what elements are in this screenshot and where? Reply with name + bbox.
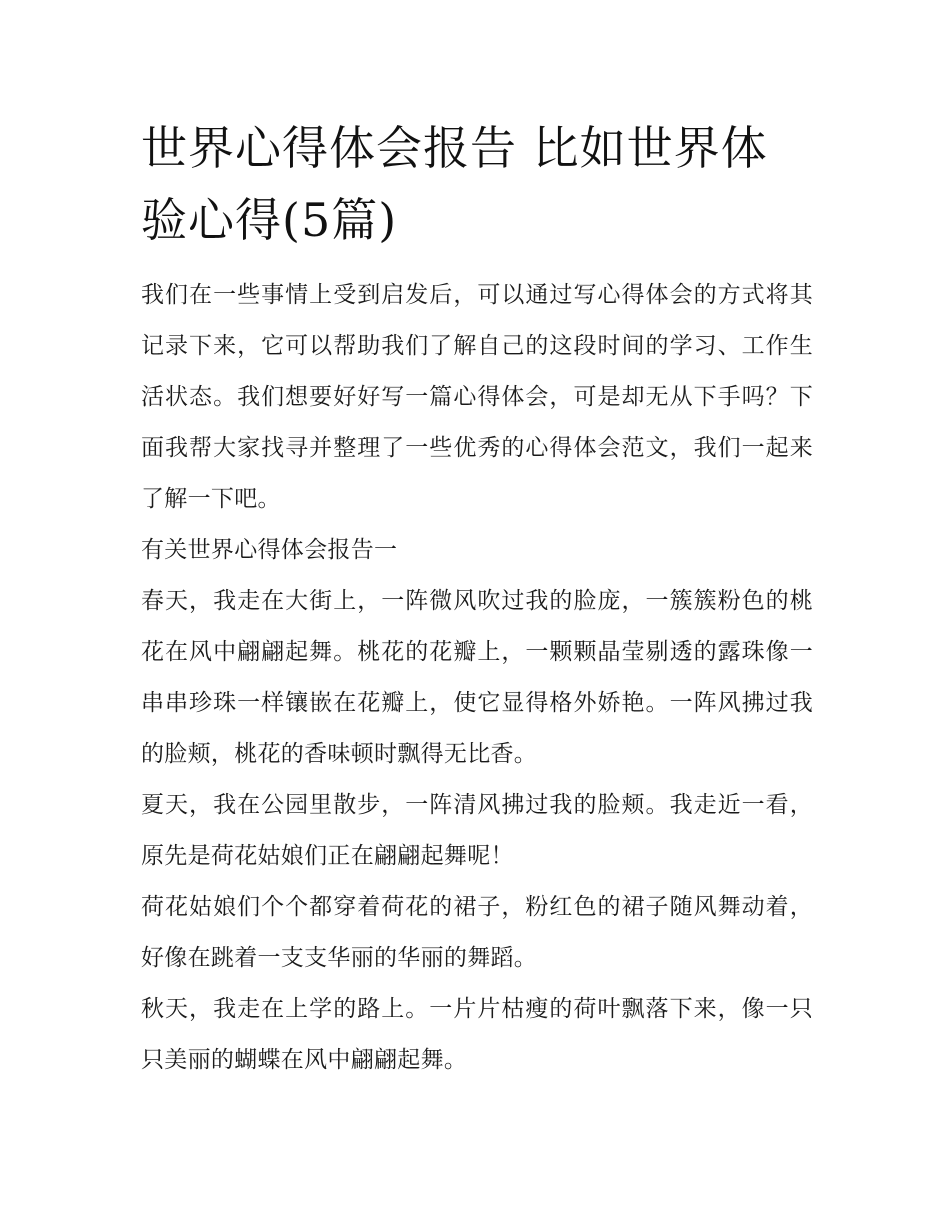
intro-paragraph: 我们在一些事情上受到启发后，可以通过写心得体会的方式将其记录下来，它可以帮助我们了解自己的这段时间的学习、工作生活状态。我们想要好好写一篇心得体会，可是却无从下手吗？下面我帮大家找寻并整理了一些优秀的心得体会范文，我们一起来了解一下吧。 xyxy=(141,282,813,512)
autumn-paragraph: 秋天，我走在上学的路上。一片片枯瘦的荷叶飘落下来，像一只只美丽的蝴蝶在风中翩翩起舞。 xyxy=(141,996,813,1073)
summer-paragraph: 夏天，我在公园里散步，一阵清风拂过我的脸颊。我走近一看，原先是荷花姑娘们正在翩翩起舞呢！ xyxy=(141,792,813,869)
lotus-paragraph: 荷花姑娘们个个都穿着荷花的裙子，粉红色的裙子随风舞动着，好像在跳着一支支华丽的华丽的舞蹈。 xyxy=(141,894,813,971)
document-body xyxy=(141,112,813,1086)
spring-paragraph: 春天，我走在大街上，一阵微风吹过我的脸庞，一簇簇粉色的桃花在风中翩翩起舞。桃花的花瓣上，一颗颗晶莹剔透的露珠像一串串珍珠一样镶嵌在花瓣上，使它显得格外娇艳。一阵风拂过我的脸颊，桃花的香味顿时飘得无比香。 xyxy=(141,588,813,767)
section-heading: 有关世界心得体会报告一 xyxy=(141,537,398,563)
document-title: 世界心得体会报告 比如世界体验心得(5篇) xyxy=(141,121,768,247)
